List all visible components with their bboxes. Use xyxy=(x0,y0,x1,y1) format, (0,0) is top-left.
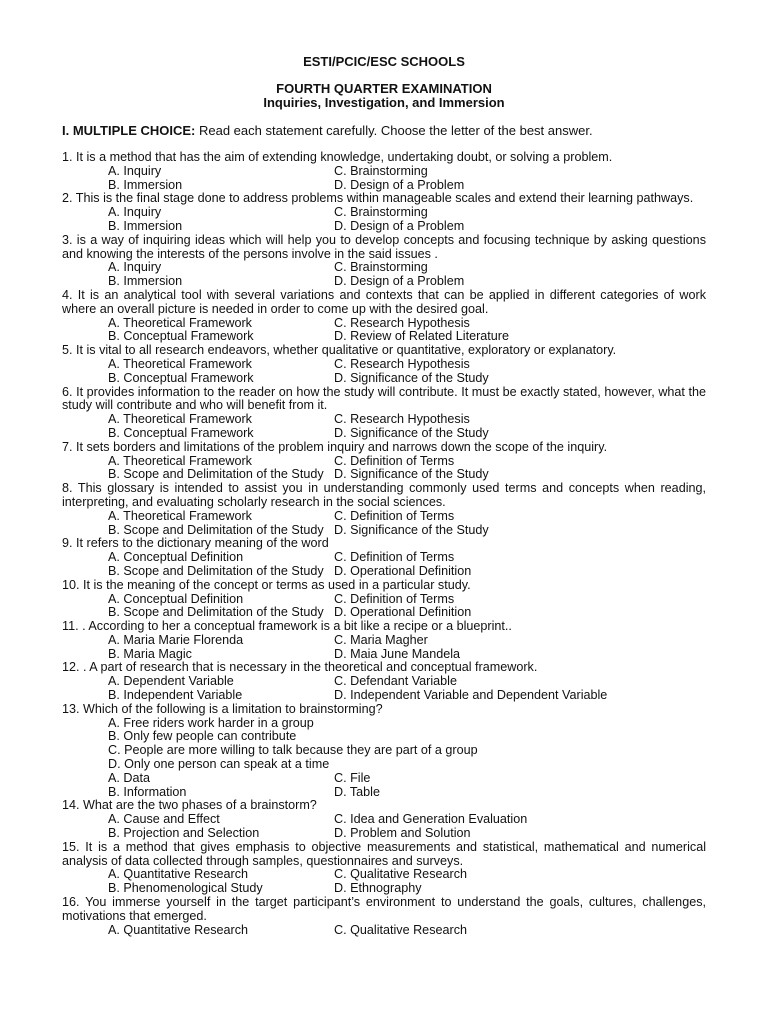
choice-row xyxy=(62,179,706,193)
question-item xyxy=(62,192,706,233)
choice-row xyxy=(62,358,706,372)
question-item xyxy=(62,841,706,896)
choice-row xyxy=(62,786,706,800)
question-stem: 9. It refers to the dictionary meaning of the word xyxy=(62,536,329,551)
choice-option: D. Ethnography xyxy=(334,881,422,896)
choice-option: B. Immersion xyxy=(108,177,183,192)
choice-option: B. Immersion xyxy=(108,274,183,289)
question-stem: 5. It is vital to all research endeavors, whether qualitative or quantitative, exploratory or explanatory. xyxy=(62,343,617,358)
school-name: ESTI/PCIC/ESC SCHOOLS xyxy=(303,54,465,69)
question-stem: 13. Which of the following is a limitation to brainstorming? xyxy=(62,701,383,716)
question-item xyxy=(62,620,706,661)
choice-option: B. Independent Variable xyxy=(108,688,243,703)
question-item xyxy=(62,386,706,441)
choice-option: D. Operational Definition xyxy=(334,605,472,620)
question-item xyxy=(62,896,706,937)
choice-option: B. Scope and Delimitation of the Study xyxy=(108,467,324,482)
question-stem: 16. You immerse yourself in the target participant’s environment to understand the goals, cultures, challenges, motivations that emerged. xyxy=(62,895,706,923)
choice-option: D. Design of a Problem xyxy=(334,274,465,289)
choice-row xyxy=(62,468,706,482)
choice-option: A. Inquiry xyxy=(108,163,162,178)
question-item xyxy=(62,151,706,192)
choice-option: A. Quantitative Research xyxy=(108,922,249,937)
question-stem: 2. This is the final stage done to address problems within manageable scales and extend their learning pathways. xyxy=(62,191,694,206)
choice-option: A. Theoretical Framework xyxy=(108,315,252,330)
choice-option: D. Significance of the Study xyxy=(334,467,489,482)
choice-option: D. Problem and Solution xyxy=(334,826,471,841)
choice-row xyxy=(62,510,706,524)
choice-row xyxy=(62,648,706,662)
statement-item: A. Free riders work harder in a group xyxy=(108,715,314,730)
choice-option: B. Maria Magic xyxy=(108,646,192,661)
choice-option: B. Scope and Delimitation of the Study xyxy=(108,563,324,578)
choice-option: D. Design of a Problem xyxy=(334,218,465,233)
choice-row xyxy=(62,593,706,607)
statement-item: B. Only few people can contribute xyxy=(108,729,297,744)
choice-option: A. Data xyxy=(108,770,150,785)
choice-option: C. Definition of Terms xyxy=(334,453,455,468)
choice-option: A. Theoretical Framework xyxy=(108,508,252,523)
choice-option: D. Significance of the Study xyxy=(334,522,489,537)
question-stem: 6. It provides information to the reader on how the study will contribute. It must be exactly stated, however, what the study will contribute and who will benefit from it. xyxy=(62,384,706,413)
question-item xyxy=(62,661,706,702)
choice-row xyxy=(62,551,706,565)
choice-option: A. Cause and Effect xyxy=(108,812,220,827)
choice-option: B. Scope and Delimitation of the Study xyxy=(108,605,324,620)
choice-option: C. Research Hypothesis xyxy=(334,412,470,427)
statement-item: D. Only one person can speak at a time xyxy=(108,757,330,772)
choice-option: A. Inquiry xyxy=(108,205,162,220)
choice-option: B. Projection and Selection xyxy=(108,826,260,841)
question-stem: 3. is a way of inquiring ideas which will help you to develop concepts and focusing technique by asking questions and knowing the interests of the persons involve in the said issues . xyxy=(62,232,706,261)
question-list xyxy=(62,151,706,937)
choice-row xyxy=(62,827,706,841)
choice-row xyxy=(62,868,706,882)
question-stem: 1. It is a method that has the aim of extending knowledge, undertaking doubt, or solving a problem. xyxy=(62,150,613,164)
choice-option: C. Brainstorming xyxy=(334,163,428,178)
choice-row xyxy=(62,689,706,703)
choice-option: A. Inquiry xyxy=(108,260,162,275)
choice-option: A. Quantitative Research xyxy=(108,867,249,882)
choice-option: A. Theoretical Framework xyxy=(108,356,252,371)
choice-row xyxy=(62,455,706,469)
choice-row xyxy=(62,772,706,786)
choice-option: C. Definition of Terms xyxy=(334,550,455,565)
choice-option: A. Conceptual Definition xyxy=(108,550,244,565)
choice-option: C. Defendant Variable xyxy=(334,674,457,689)
choice-row xyxy=(62,330,706,344)
choice-option: C. File xyxy=(334,770,371,785)
choice-row xyxy=(62,524,706,538)
choice-option: C. Definition of Terms xyxy=(334,508,455,523)
question-item xyxy=(62,799,706,840)
choice-option: D. Significance of the Study xyxy=(334,370,489,385)
statement-item: C. People are more willing to talk because they are part of a group xyxy=(108,743,478,758)
choice-option: D. Independent Variable and Dependent Variable xyxy=(334,688,608,703)
choice-option: B. Information xyxy=(108,784,187,799)
question-stem: 8. This glossary is intended to assist you in understanding commonly used terms and concepts when reading, interpreting, and evaluating scholarly research in the social sciences. xyxy=(62,481,706,509)
choice-option: B. Scope and Delimitation of the Study xyxy=(108,522,324,537)
question-stem: 14. What are the two phases of a brainstorm? xyxy=(62,798,317,813)
choice-option: A. Theoretical Framework xyxy=(108,412,252,427)
choice-option: A. Dependent Variable xyxy=(108,674,234,689)
choice-row xyxy=(62,675,706,689)
choice-row xyxy=(62,165,706,179)
choice-option: C. Qualitative Research xyxy=(334,922,467,937)
choice-option: B. Conceptual Framework xyxy=(108,425,254,440)
question-stem: 10. It is the meaning of the concept or terms as used in a particular study. xyxy=(62,577,471,592)
choice-option: A. Theoretical Framework xyxy=(108,453,252,468)
choice-option: B. Conceptual Framework xyxy=(108,370,254,385)
question-item xyxy=(62,289,706,344)
choice-row xyxy=(62,413,706,427)
question-stem: 4. It is an analytical tool with several variations and contexts that can be applied in different categories of work where an overall picture is needed in order to come up with the desired goal. xyxy=(62,287,706,316)
exam-title: FOURTH QUARTER EXAMINATION xyxy=(276,81,492,96)
question-item xyxy=(62,344,706,385)
choice-row xyxy=(62,206,706,220)
question-item xyxy=(62,579,706,620)
question-item xyxy=(62,703,706,800)
choice-option: A. Maria Marie Florenda xyxy=(108,632,244,647)
choice-row xyxy=(62,606,706,620)
subject-title: Inquiries, Investigation, and Immersion xyxy=(263,95,505,110)
choice-row xyxy=(62,317,706,331)
choice-option: C. Research Hypothesis xyxy=(334,315,470,330)
question-item xyxy=(62,441,706,482)
choice-row xyxy=(62,924,706,938)
choice-option: A. Conceptual Definition xyxy=(108,591,244,606)
choice-row xyxy=(62,372,706,386)
section-label: I. MULTIPLE CHOICE: xyxy=(62,123,196,138)
choice-option: C. Research Hypothesis xyxy=(334,356,470,371)
question-stem: 7. It sets borders and limitations of the problem inquiry and narrows down the scope of the inquiry. xyxy=(62,439,608,454)
question-item xyxy=(62,234,706,289)
question-item xyxy=(62,482,706,537)
choice-row xyxy=(62,275,706,289)
question-stem: 11. . According to her a conceptual framework is a bit like a recipe or a blueprint.. xyxy=(62,619,512,634)
choice-option: C. Maria Magher xyxy=(334,632,428,647)
choice-row xyxy=(62,261,706,275)
choice-option: B. Phenomenological Study xyxy=(108,881,263,896)
choice-option: D. Operational Definition xyxy=(334,563,472,578)
choice-option: B. Immersion xyxy=(108,218,183,233)
choice-option: C. Brainstorming xyxy=(334,205,428,220)
instructions-text: Read each statement carefully. Choose the letter of the best answer. xyxy=(195,123,593,138)
question-stem: 12. . A part of research that is necessary in the theoretical and conceptual framework. xyxy=(62,660,538,675)
choice-row xyxy=(62,220,706,234)
choice-row xyxy=(62,427,706,441)
choice-option: C. Qualitative Research xyxy=(334,867,467,882)
choice-option: D. Significance of the Study xyxy=(334,425,489,440)
question-item xyxy=(62,537,706,578)
choice-option: D. Review of Related Literature xyxy=(334,329,509,344)
choice-option: C. Idea and Generation Evaluation xyxy=(334,812,528,827)
question-stem: 15. It is a method that gives emphasis to objective measurements and statistical, mathematical and numerical analysis of data collected through samples, questionnaires and surveys. xyxy=(62,839,706,868)
choice-option: B. Conceptual Framework xyxy=(108,329,254,344)
choice-row xyxy=(62,634,706,648)
choice-option: D. Table xyxy=(334,784,380,799)
instructions xyxy=(62,123,593,138)
choice-option: C. Brainstorming xyxy=(334,260,428,275)
choice-option: C. Definition of Terms xyxy=(334,591,455,606)
choice-option: D. Design of a Problem xyxy=(334,177,465,192)
choice-row xyxy=(62,565,706,579)
choice-row xyxy=(62,813,706,827)
choice-row xyxy=(62,882,706,896)
choice-option: D. Maia June Mandela xyxy=(334,646,461,661)
